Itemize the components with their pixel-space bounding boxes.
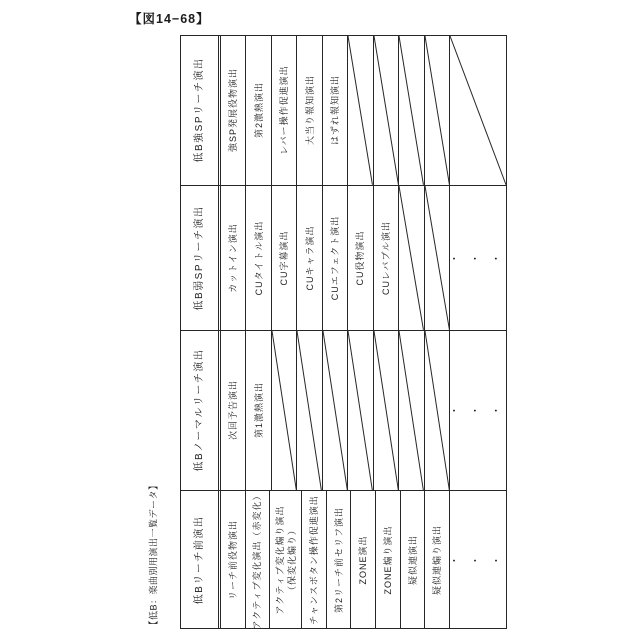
- continuation-dots: ・・・: [449, 556, 512, 568]
- production-cell: [351, 491, 376, 628]
- production-cell: [323, 186, 348, 330]
- production-cell-text: [304, 75, 316, 145]
- production-cell-text: [329, 75, 341, 145]
- production-cell: [376, 491, 401, 628]
- production-cell-line: 強SP発展役物演出: [228, 68, 239, 153]
- production-cell-text: [253, 82, 265, 138]
- slash-cell: [323, 331, 348, 491]
- production-cell-line: （保変化煽り）: [286, 524, 297, 595]
- band-header-text: 低B強SPリーチ演出: [193, 57, 205, 163]
- production-cell-text: [407, 535, 419, 585]
- production-cell-text: [227, 380, 239, 440]
- production-cell-text: [431, 525, 443, 595]
- production-cell: [221, 36, 246, 185]
- production-cell: [297, 36, 322, 185]
- production-cell: [297, 186, 322, 330]
- production-cell-text: [227, 68, 239, 152]
- band-header-text: 低Bノーマルリーチ演出: [193, 348, 205, 472]
- production-cell: [302, 491, 327, 628]
- production-cell-line: CUエフェクト演出: [329, 215, 340, 300]
- production-cell-line: CUタイトル演出: [253, 220, 264, 296]
- continuation-dots: ・・・: [448, 406, 512, 418]
- dots-cell: [448, 186, 512, 330]
- band-header-cell: [181, 331, 221, 491]
- production-cell: [348, 186, 373, 330]
- production-cell: [246, 331, 271, 491]
- production-cell: [221, 331, 246, 491]
- production-cell-line: CU役物演出: [355, 230, 366, 286]
- production-cell: [221, 186, 246, 330]
- table-band: [181, 185, 512, 330]
- production-cell-text: [333, 507, 345, 613]
- production-cell-line: 第2リーチ前セリフ演出: [333, 506, 344, 613]
- production-cell-line: CUキャラ演出: [304, 225, 315, 291]
- band-header-cell: [181, 491, 221, 628]
- production-cell-text: [329, 215, 341, 300]
- production-cell-text: [278, 230, 290, 285]
- band-header-text: 低B弱SPリーチ演出: [193, 205, 205, 311]
- slash-cell: [399, 36, 424, 185]
- production-cell-line: 第1激熱演出: [253, 382, 264, 439]
- table-caption-text: 【低B：楽曲別用演出一覧データ】: [148, 480, 159, 630]
- slash-cell: [450, 36, 506, 185]
- slash-cell: [348, 36, 373, 185]
- production-cell: [246, 36, 271, 185]
- production-cell: [270, 491, 302, 628]
- production-cell-line: アクティブ変化煽り演出: [274, 505, 285, 615]
- dots-cell: [448, 331, 512, 491]
- production-cell-line: 疑似連煽り演出: [432, 524, 443, 595]
- production-cell-text: [304, 225, 316, 290]
- slash-cell: [399, 186, 424, 330]
- production-cell-text: [251, 490, 263, 629]
- production-cell-line: 大当り報知演出: [304, 75, 315, 146]
- production-cell-line: CU字幕演出: [279, 230, 290, 286]
- production-cell-line: レバー操作促進演出: [279, 65, 290, 156]
- production-cell-text: [380, 221, 392, 295]
- continuation-dots: ・・・: [448, 254, 512, 266]
- production-cell-line: カットイン演出: [228, 222, 239, 293]
- production-cell-text: [227, 520, 239, 600]
- band-header-cell: [181, 36, 221, 185]
- production-cell-text: [357, 535, 369, 584]
- production-cell-line: 次回予告演出: [228, 380, 239, 441]
- production-cell-text: [253, 382, 265, 438]
- production-cell-line: チャンスボタン操作促進演出: [308, 494, 319, 625]
- production-cell-line: CUレバブル演出: [380, 220, 391, 295]
- production-list-table: [180, 35, 512, 630]
- production-cell-text: [382, 525, 394, 594]
- production-cell-text: [278, 66, 290, 155]
- production-cell-text: [253, 220, 265, 295]
- production-cell: [374, 186, 399, 330]
- production-cell: [246, 491, 271, 628]
- production-cell-line: はずれ報知演出: [329, 75, 340, 146]
- production-cell: [401, 491, 426, 628]
- production-cell-text: [308, 495, 320, 624]
- production-cell-line: リーチ前役物演出: [227, 519, 238, 600]
- production-cell-line: ZONE演出: [358, 535, 369, 585]
- production-cell-line: ZONE煽り演出: [382, 525, 393, 595]
- production-cell: [272, 186, 297, 330]
- slash-cell: [374, 36, 399, 185]
- table-band: [181, 330, 512, 491]
- band-header-cell: [181, 186, 221, 330]
- production-cell-line: アクティブ変化演出（赤変化）: [252, 490, 263, 630]
- production-cell: [327, 491, 352, 628]
- slash-cell: [272, 331, 297, 491]
- production-cell: [246, 186, 271, 330]
- table-band: [181, 490, 512, 630]
- slash-cell: [425, 36, 450, 185]
- production-cell: [272, 36, 297, 185]
- production-cell: [323, 36, 348, 185]
- production-cell-text: [227, 223, 239, 292]
- figure-title: 【図14−68】: [129, 12, 210, 26]
- production-cell-text: [354, 230, 366, 285]
- production-cell: [221, 491, 246, 628]
- production-cell-line: 疑似連演出: [407, 534, 418, 585]
- slash-cell: [297, 331, 322, 491]
- dots-cell: [449, 491, 512, 628]
- production-cell-line: 第2激熱演出: [253, 82, 264, 139]
- slash-cell: [399, 331, 424, 491]
- slash-cell: [374, 331, 399, 491]
- production-cell-text: [274, 505, 298, 614]
- band-header-text: 低Bリーチ前演出: [193, 515, 205, 604]
- slash-cell: [348, 331, 373, 491]
- table-band: [181, 36, 506, 185]
